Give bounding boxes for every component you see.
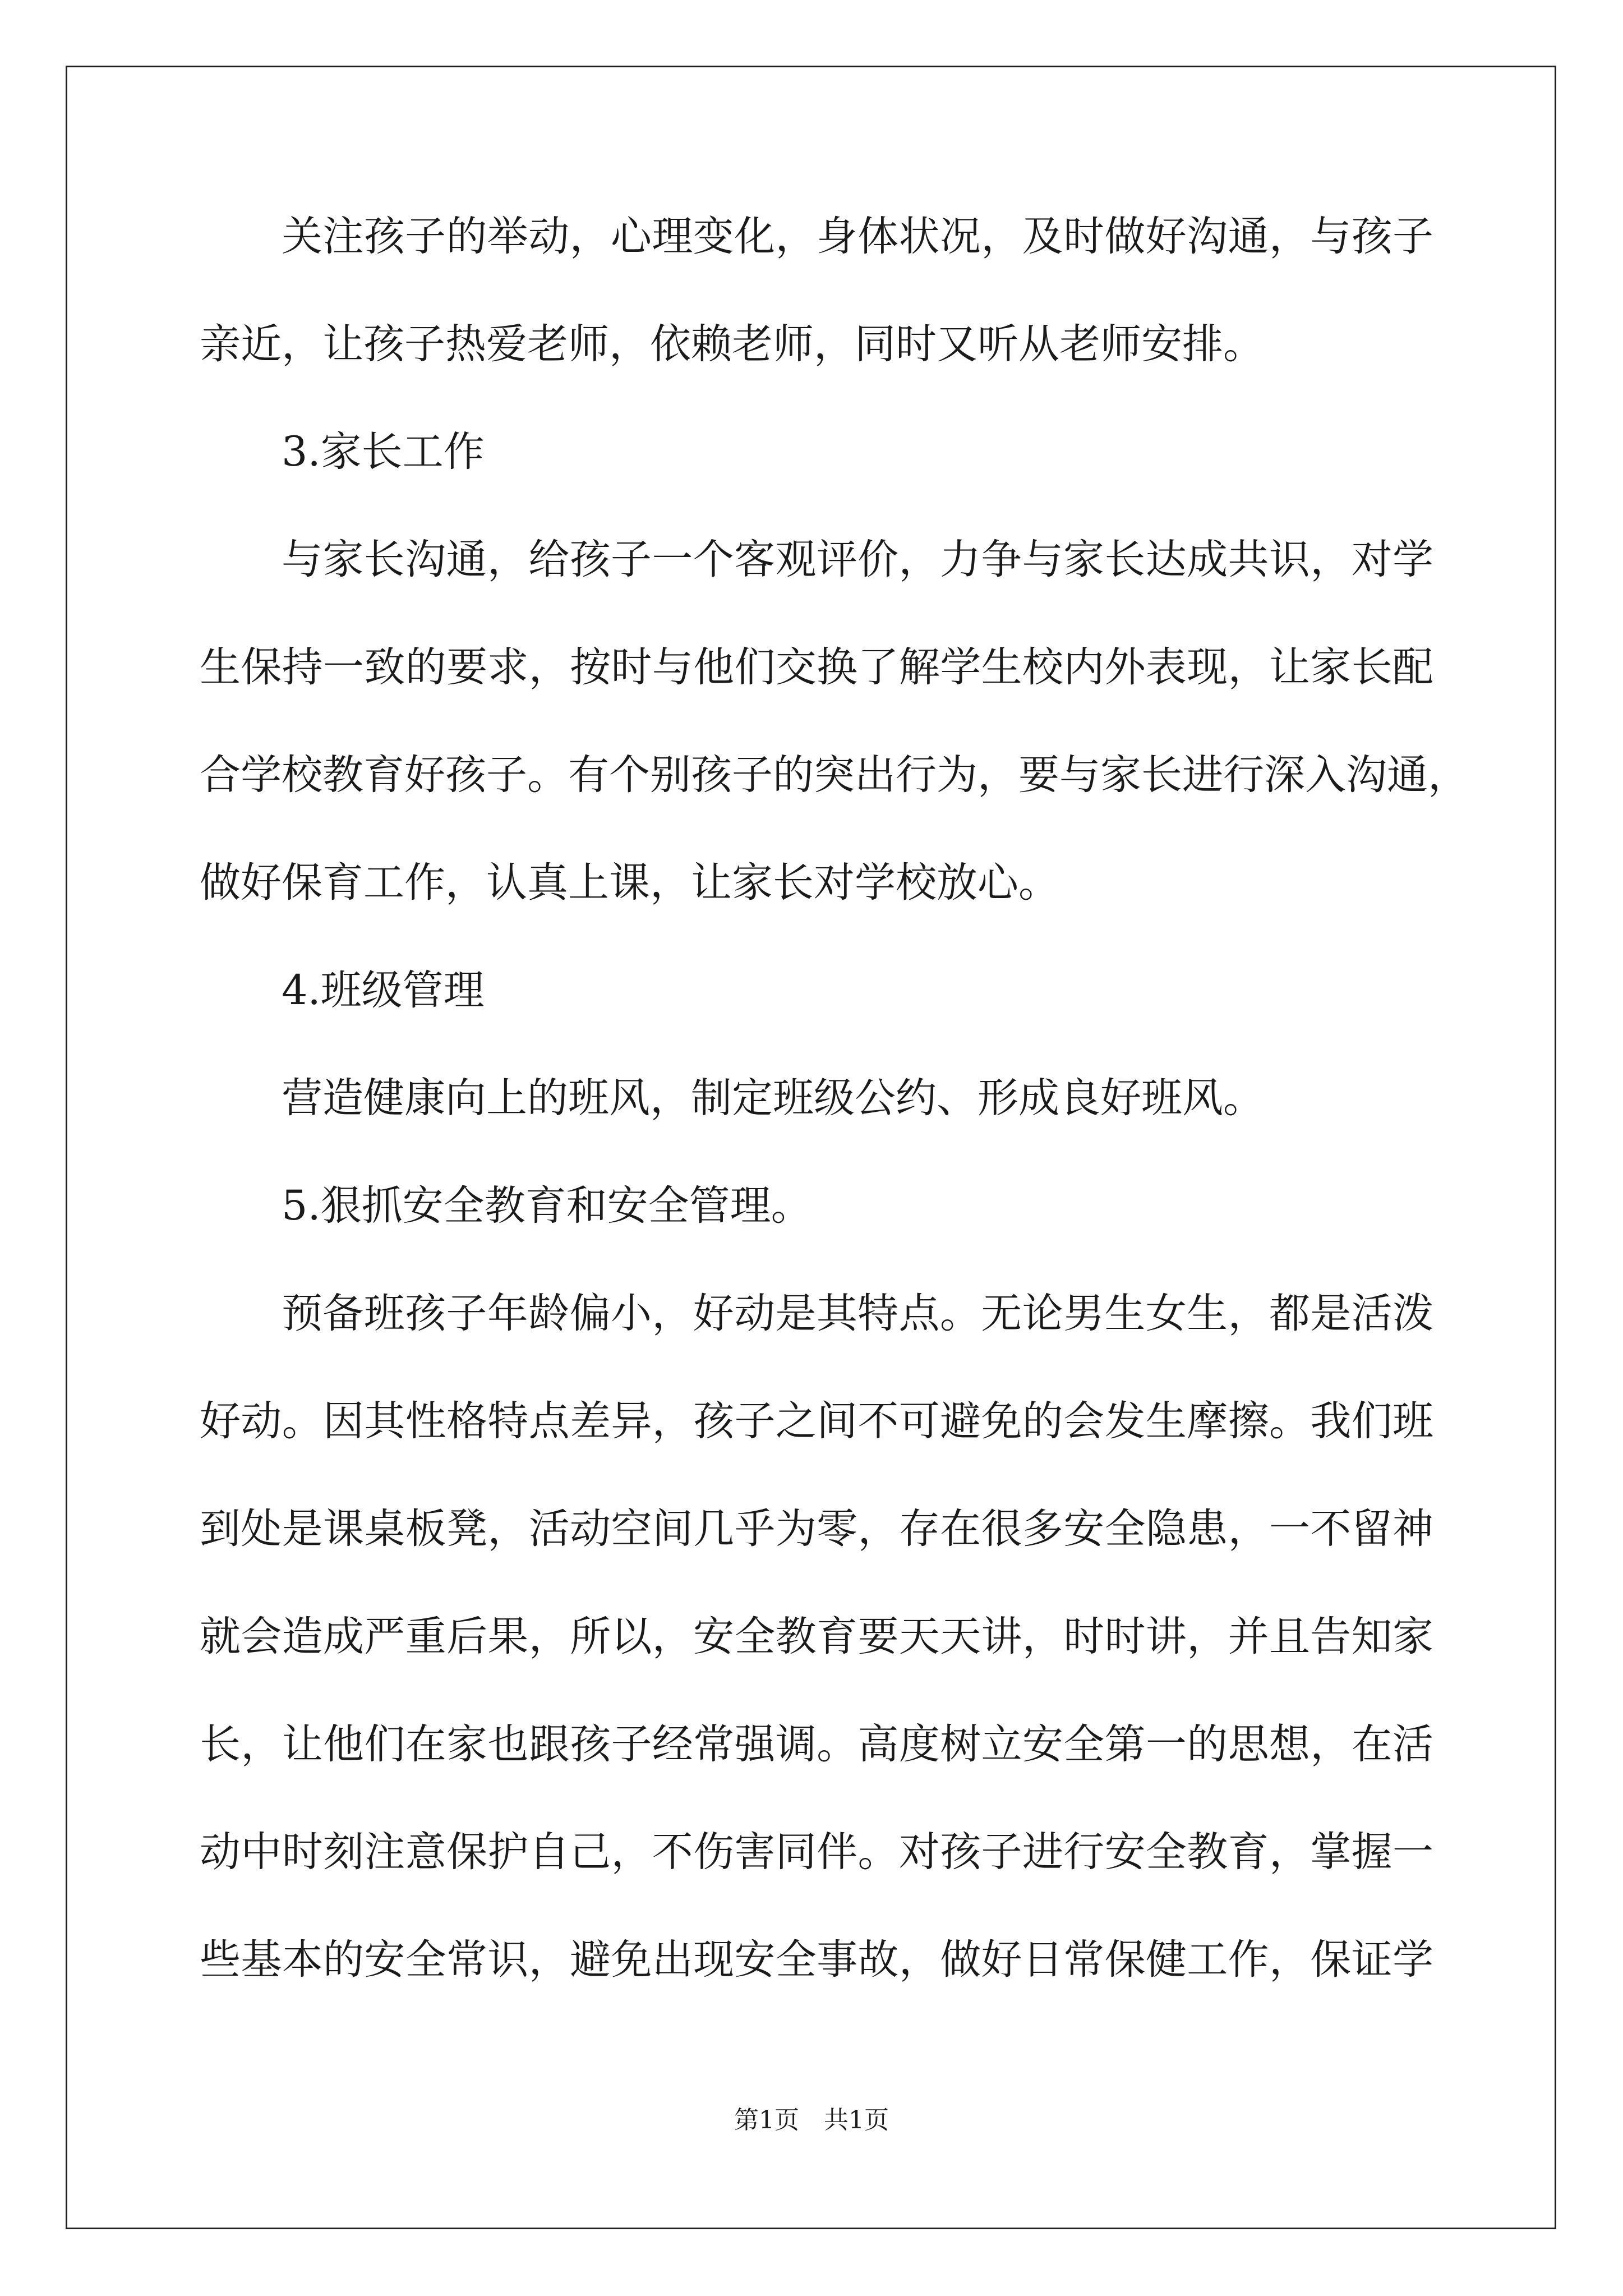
paragraph-line: 做好保育工作，认真上课，让家长对学校放心。 <box>200 859 1059 907</box>
paragraph-line: 关注孩子的举动，心理变化，身体状况，及时做好沟通，与孩子 <box>282 213 1433 260</box>
paragraph-line: 营造健康向上的班风，制定班级公约、形成良好班风。 <box>282 1074 1264 1122</box>
section-heading: 5.狠抓安全教育和安全管理。 <box>282 1182 812 1230</box>
paragraph-line: 生保持一致的要求，按时与他们交换了解学生校内外表现，让家长配 <box>200 643 1433 691</box>
paragraph-line: 些基本的安全常识，避免出现安全事故，做好日常保健工作，保证学 <box>200 1936 1433 1984</box>
section-heading: 4.班级管理 <box>282 967 485 1014</box>
paragraph-line: 亲近，让孩子热爱老师，依赖老师，同时又听从老师安排。 <box>200 320 1264 368</box>
paragraph-line: 预备班孩子年龄偏小，好动是其特点。无论男生女生，都是活泼 <box>282 1290 1433 1337</box>
paragraph-line: 好动。因其性格特点差异，孩子之间不可避免的会发生摩擦。我们班 <box>200 1397 1433 1445</box>
paragraph-line: 就会造成严重后果，所以，安全教育要天天讲，时时讲，并且告知家 <box>200 1613 1433 1660</box>
page-number-footer: 第1页 共1页 <box>734 2106 889 2134</box>
paragraph-line: 动中时刻注意保护自己，不伤害同伴。对孩子进行安全教育，掌握一 <box>200 1828 1433 1876</box>
paragraph-line: 到处是课桌板凳，活动空间几乎为零，存在很多安全隐患，一不留神 <box>200 1505 1433 1553</box>
paragraph-line: 长，让他们在家也跟孩子经常强调。高度树立安全第一的思想，在活 <box>200 1720 1433 1768</box>
page-border <box>66 66 1556 2229</box>
section-heading: 3.家长工作 <box>282 428 485 476</box>
paragraph-line: 合学校教育好孩子。有个别孩子的突出行为，要与家长进行深入沟通， <box>200 751 1469 799</box>
paragraph-line: 与家长沟通，给孩子一个客观评价，力争与家长达成共识，对学 <box>282 536 1433 583</box>
